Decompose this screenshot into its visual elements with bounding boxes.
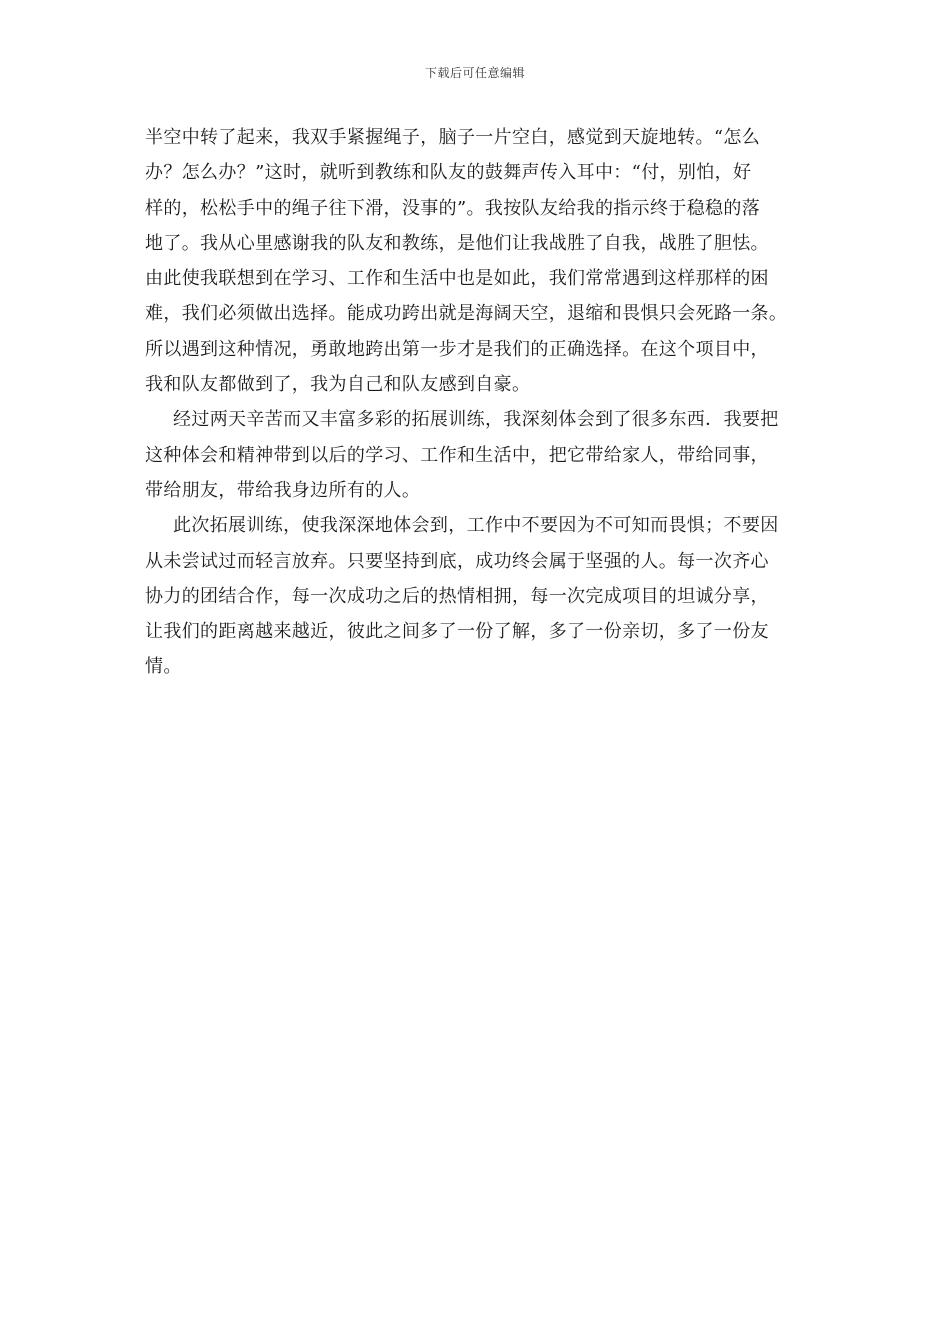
text-line: 让我们的距离越来越近，彼此之间多了一份了解，多了一份亲切，多了一份友 xyxy=(145,621,769,643)
text-line: 我和队友都做到了，我为自己和队友感到自豪。 xyxy=(145,374,531,396)
text-line: 地了。我从心里感谢我的队友和教练，是他们让我战胜了自我，战胜了胆怯。 xyxy=(145,232,769,254)
text-line: 难，我们必须做出选择。能成功跨出就是海阔天空，退缩和畏惧只会死路一条。 xyxy=(145,303,788,325)
document-body xyxy=(145,120,825,685)
text-line: 半空中转了起来，我双手紧握绳子，脑子一片空白，感觉到天旋地转。“怎么 xyxy=(145,127,761,148)
text-line: 所以遇到这种情况，勇敢地跨出第一步才是我们的正确选择。在这个项目中， xyxy=(145,338,769,360)
text-line: 协力的团结合作，每一次成功之后的热情相拥，每一次完成项目的坦诚分享， xyxy=(145,585,769,607)
text-line: 样的，松松手中的绳子往下滑，没事的”。我按队友给我的指示终于稳稳的落 xyxy=(145,197,761,219)
paragraph-first-line: 经过两天辛苦而又丰富多彩的拓展训练，我深刻体会到了很多东西．我要把 xyxy=(173,409,779,431)
text-line: 办？怎么办？”这时，就听到教练和队友的鼓舞声传入耳中：“付，别怕，好 xyxy=(145,162,752,184)
page-header: 下载后可任意编辑 xyxy=(424,66,525,80)
text-line: 带给朋友，带给我身边所有的人。 xyxy=(145,479,421,501)
text-line: 由此使我联想到在学习、工作和生活中也是如此，我们常常遇到这样那样的困 xyxy=(145,268,769,290)
text-line: 这种体会和精神带到以后的学习、工作和生活中，把它带给家人，带给同事， xyxy=(145,444,769,466)
text-line: 情。 xyxy=(145,656,182,678)
text-line: 从未尝试过而轻言放弃。只要坚持到底，成功终会属于坚强的人。每一次齐心 xyxy=(145,550,769,572)
paragraph-first-line: 此次拓展训练，使我深深地体会到，工作中不要因为不可知而畏惧；不要因 xyxy=(173,515,779,537)
